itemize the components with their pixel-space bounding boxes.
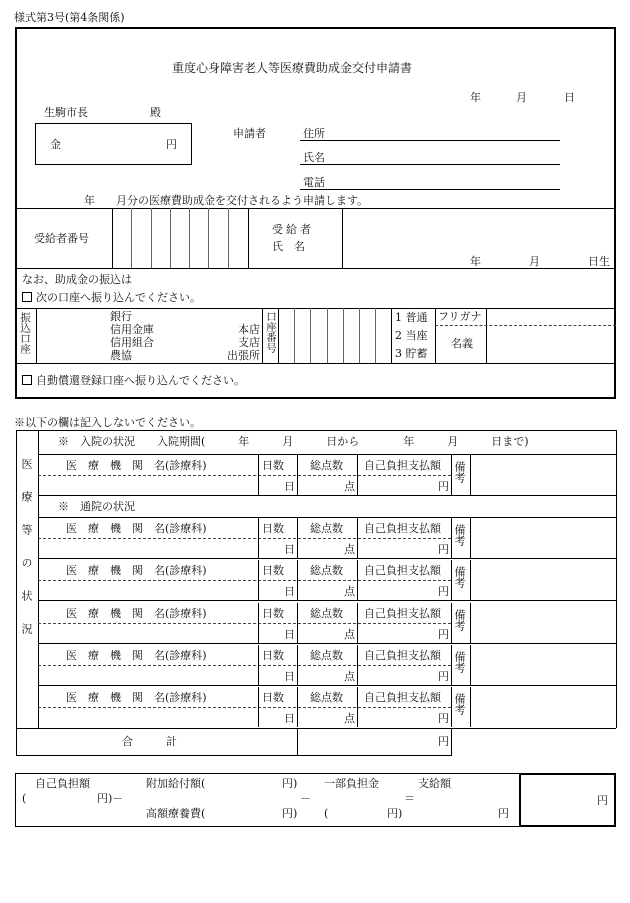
col-days: 日数 (262, 564, 284, 577)
office-note: ※以下の欄は記入しないでください。 (14, 416, 201, 429)
col-copay: 自己負担支払額 (364, 649, 441, 662)
divider (38, 495, 616, 496)
column-divider (258, 645, 259, 685)
application-box (15, 27, 616, 399)
col-remarks: 備考 (453, 651, 466, 673)
row-divider (38, 580, 451, 581)
unit-yen: 円 (438, 670, 449, 683)
column-divider (297, 455, 298, 495)
unit-point: 点 (344, 543, 355, 556)
divider (16, 308, 616, 309)
unit-day: 日 (284, 670, 295, 683)
col-copay: 自己負担支払額 (364, 459, 441, 472)
addressee: 生駒市長 (44, 106, 88, 119)
divider (36, 308, 37, 363)
bank-side-label: 振込口座 (19, 312, 31, 354)
calc-self-pay-close: 円)－ (97, 792, 124, 805)
col-institution: 医 療 機 関 名(診療科) (66, 691, 207, 704)
medical-side-label: 医療等の状況 (20, 458, 33, 656)
col-points: 総点数 (310, 691, 343, 704)
divider (451, 728, 452, 755)
option-account[interactable] (22, 292, 201, 303)
account-type-chochiku: 3 貯蓄 (395, 347, 428, 360)
digit-divider (375, 308, 376, 363)
row-divider (38, 685, 616, 686)
column-divider (258, 560, 259, 600)
col-institution: 医 療 機 関 名(診療科) (66, 522, 207, 535)
birth-year-label: 年 (470, 255, 481, 268)
unit-yen: 円 (438, 712, 449, 725)
name-label: 氏名 (303, 151, 325, 164)
row-divider (38, 558, 616, 559)
row-divider (38, 623, 451, 624)
account-type-toza: 2 当座 (395, 329, 428, 342)
bank-type-kumiai: 信用組合 (110, 336, 154, 349)
phone-field[interactable] (300, 189, 560, 190)
unit-yen: 円 (438, 628, 449, 641)
column-divider (470, 560, 471, 600)
col-remarks: 備考 (453, 693, 466, 715)
phone-label: 電話 (303, 176, 325, 189)
recipient-number-label: 受給者番号 (34, 232, 89, 245)
column-divider (297, 687, 298, 727)
digit-divider (294, 308, 295, 363)
unit-point: 点 (344, 670, 355, 683)
total-yen: 円 (438, 735, 449, 748)
unit-point: 点 (344, 712, 355, 725)
divider (16, 208, 616, 209)
table-border (616, 430, 617, 728)
column-divider (258, 603, 259, 643)
calc-equals: ＝ (404, 792, 415, 805)
column-divider (297, 645, 298, 685)
calc-self-pay: 自己負担額 (35, 777, 90, 790)
col-institution: 医 療 機 関 名(診療科) (66, 564, 207, 577)
col-points: 総点数 (310, 649, 343, 662)
name-field[interactable] (300, 164, 560, 165)
address-field[interactable] (300, 140, 560, 141)
date-day-label: 日 (564, 91, 575, 104)
amount-yen: 円 (166, 138, 177, 151)
col-copay: 自己負担支払額 (364, 691, 441, 704)
divider (278, 308, 279, 363)
account-number-label: 口座番号 (265, 311, 277, 353)
unit-day: 日 (284, 585, 295, 598)
col-points: 総点数 (310, 564, 343, 577)
column-divider (451, 645, 452, 685)
col-points: 総点数 (310, 522, 343, 535)
divider (38, 454, 616, 455)
col-remarks: 備考 (453, 609, 466, 631)
col-points: 総点数 (310, 607, 343, 620)
divider (435, 308, 436, 363)
column-divider (451, 560, 452, 600)
row-divider (38, 643, 616, 644)
table-border (16, 430, 616, 431)
bank-type-nokyo: 農協 (110, 349, 132, 362)
digit-divider (228, 208, 229, 268)
divider (486, 308, 487, 363)
row-divider (38, 475, 451, 476)
table-border (16, 430, 17, 755)
branch-type-shuchojo: 出張所 (227, 349, 260, 362)
column-divider (297, 518, 298, 558)
furigana-label: フリガナ (438, 310, 482, 323)
col-institution: 医 療 機 関 名(診療科) (66, 459, 207, 472)
column-divider (470, 687, 471, 727)
unit-yen: 円 (438, 585, 449, 598)
address-label: 住所 (303, 127, 325, 140)
column-divider (297, 560, 298, 600)
digit-divider (151, 208, 152, 268)
calc-partial: 一部負担金 (324, 777, 379, 790)
row-divider (38, 538, 451, 539)
payment-yen: 円 (597, 794, 608, 807)
unit-point: 点 (344, 480, 355, 493)
col-copay: 自己負担支払額 (364, 564, 441, 577)
divider (391, 308, 392, 363)
option-auto[interactable] (22, 375, 245, 386)
form-number: 様式第3号(第4条関係) (14, 11, 125, 24)
divider (248, 208, 249, 268)
calc-minus: － (300, 792, 311, 805)
inpatient-heading: ※ 入院の状況 入院期間( 年 月 日から 年 月 日まで) (58, 435, 529, 448)
form-title: 重度心身障害老人等医療費助成金交付申請書 (172, 61, 413, 75)
col-remarks: 備考 (453, 566, 466, 588)
column-divider (357, 518, 358, 558)
option-account-label: 次の口座へ振り込んでください。 (36, 291, 201, 304)
column-divider (451, 518, 452, 558)
request-text: 月分の医療費助成金を交付されるよう申請します。 (116, 194, 369, 207)
branch-type-shiten: 支店 (238, 336, 260, 349)
col-days: 日数 (262, 607, 284, 620)
col-copay: 自己負担支払額 (364, 607, 441, 620)
column-divider (258, 687, 259, 727)
bank-type-bank: 銀行 (110, 310, 132, 323)
account-checkbox[interactable] (22, 292, 32, 302)
column-divider (357, 455, 358, 495)
column-divider (470, 603, 471, 643)
divider (297, 728, 298, 755)
column-divider (470, 645, 471, 685)
row-divider (38, 665, 451, 666)
unit-day: 日 (284, 628, 295, 641)
calc-partial-yen: 円) (387, 807, 403, 820)
digit-divider (131, 208, 132, 268)
divider (262, 308, 263, 363)
option-auto-label: 自動償還登録口座へ振り込んでください。 (36, 374, 245, 387)
col-days: 日数 (262, 691, 284, 704)
unit-point: 点 (344, 585, 355, 598)
calc-high-cost-yen: 円) (282, 807, 298, 820)
divider (38, 517, 616, 518)
bank-type-shinkin: 信用金庫 (110, 323, 154, 336)
date-year-label: 年 (470, 91, 481, 104)
applicant-label: 申請者 (233, 127, 266, 140)
request-year-label: 年 (84, 194, 95, 207)
col-remarks: 備考 (453, 461, 466, 483)
total-label: 合 計 (122, 735, 177, 748)
amount-prefix: 金 (50, 138, 61, 151)
calc-additional-yen: 円) (282, 777, 298, 790)
divider (16, 268, 616, 269)
outpatient-heading: ※ 通院の状況 (58, 500, 135, 513)
digit-divider (189, 208, 190, 268)
unit-day: 日 (284, 712, 295, 725)
divider (16, 363, 616, 364)
col-institution: 医 療 機 関 名(診療科) (66, 607, 207, 620)
calc-high-cost: 高額療養費( (146, 807, 206, 820)
col-institution: 医 療 機 関 名(診療科) (66, 649, 207, 662)
column-divider (470, 518, 471, 558)
unit-day: 日 (284, 480, 295, 493)
col-copay: 自己負担支払額 (364, 522, 441, 535)
divider (16, 728, 616, 729)
col-points: 総点数 (310, 459, 343, 472)
col-days: 日数 (262, 459, 284, 472)
birth-month-label: 月 (529, 255, 540, 268)
column-divider (357, 645, 358, 685)
calc-self-pay-open: ( (22, 792, 27, 805)
calc-payment: 支給額 (418, 777, 451, 790)
auto-checkbox[interactable] (22, 375, 32, 385)
column-divider (451, 455, 452, 495)
recipient-name-label-1: 受給者 (272, 223, 314, 236)
unit-point: 点 (344, 628, 355, 641)
row-divider (38, 707, 451, 708)
digit-divider (170, 208, 171, 268)
column-divider (357, 560, 358, 600)
calc-result-yen: 円 (498, 807, 509, 820)
digit-divider (310, 308, 311, 363)
digit-divider (343, 308, 344, 363)
recipient-name-label-2: 氏 名 (272, 240, 305, 253)
transfer-note: なお、助成金の振込は (22, 273, 132, 286)
digit-divider (208, 208, 209, 268)
date-month-label: 月 (516, 91, 527, 104)
branch-type-honten: 本店 (238, 323, 260, 336)
holder-label: 名義 (451, 337, 473, 350)
digit-divider (359, 308, 360, 363)
column-divider (451, 603, 452, 643)
divider (112, 208, 113, 268)
col-remarks: 備考 (453, 524, 466, 546)
divider (16, 755, 452, 756)
unit-day: 日 (284, 543, 295, 556)
column-divider (357, 687, 358, 727)
calc-partial-open: ( (324, 807, 329, 820)
column-divider (451, 687, 452, 727)
account-type-futsu: 1 普通 (395, 311, 428, 324)
unit-yen: 円 (438, 543, 449, 556)
calc-additional: 附加給付額( (146, 777, 206, 790)
divider (342, 208, 343, 268)
column-divider (297, 603, 298, 643)
addressee-dono: 殿 (150, 106, 161, 119)
col-days: 日数 (262, 522, 284, 535)
digit-divider (327, 308, 328, 363)
column-divider (258, 455, 259, 495)
birth-day-label: 日生 (588, 255, 610, 268)
row-divider (38, 600, 616, 601)
col-days: 日数 (262, 649, 284, 662)
column-divider (258, 518, 259, 558)
column-divider (357, 603, 358, 643)
furigana-divider (435, 325, 616, 326)
column-divider (470, 455, 471, 495)
unit-yen: 円 (438, 480, 449, 493)
